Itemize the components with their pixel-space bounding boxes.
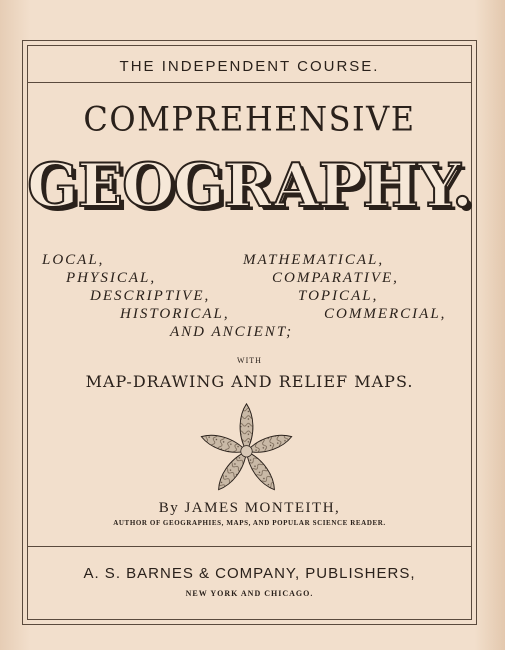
bottom-divider (27, 546, 472, 547)
author-credentials: AUTHOR OF GEOGRAPHIES, MAPS, AND POPULAR SCIENCE READER. (113, 519, 386, 527)
subtitle: MAP-DRAWING AND RELIEF MAPS. (85, 372, 414, 391)
publisher-place: NEW YORK AND CHICAGO. (185, 589, 314, 598)
main-title: COMPREHENSIVE (83, 99, 416, 139)
top-divider (27, 82, 472, 83)
geography-title: GEOGRAPHY. (27, 151, 472, 221)
topics-list (38, 250, 468, 350)
author-line: By JAMES MONTEITH, (158, 500, 341, 516)
topic-commercial: COMMERCIAL, (324, 306, 447, 322)
topic-descriptive: DESCRIPTIVE, (90, 288, 211, 304)
topic-comparative: COMPARATIVE, (272, 270, 399, 286)
topic-topical: TOPICAL, (298, 288, 379, 304)
topic-ancient: AND ANCIENT; (170, 324, 294, 340)
topic-mathematical: MATHEMATICAL, (243, 252, 385, 268)
topic-physical: PHYSICAL, (66, 270, 157, 286)
topic-historical: HISTORICAL, (120, 306, 230, 322)
series-title: THE INDEPENDENT COURSE. (119, 58, 380, 75)
topic-local: LOCAL, (42, 252, 105, 268)
star-map-emblem-icon (199, 400, 294, 495)
with-label: WITH (237, 356, 262, 365)
publisher-line: A. S. BARNES & COMPANY, PUBLISHERS, (83, 565, 416, 582)
